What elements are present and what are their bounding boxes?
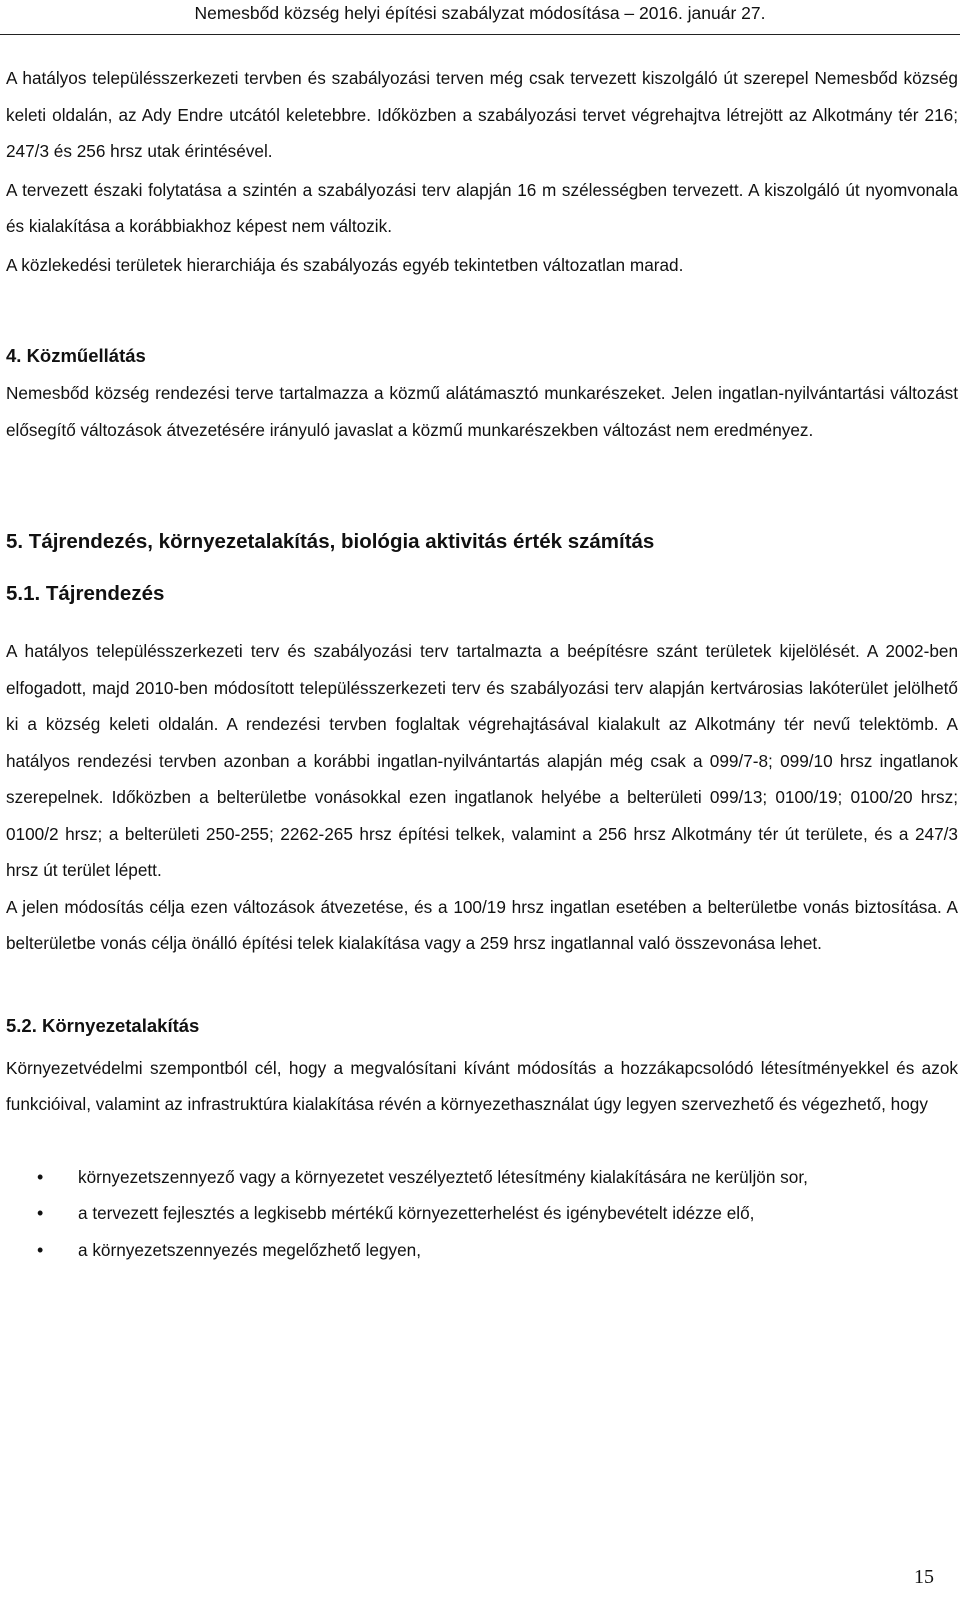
paragraph: A hatályos településszerkezeti tervben és szabályozási terven még csak tervezett kiszolgáló út szerepel Nemesbőd község keleti oldalán, az Ady Endre utcától keletebbre. Időközben a szabályozási tervet végrehajtva létrejött az Alkotmány tér 216; 247/3 és 256 hrsz utak érintésével. <box>6 68 958 161</box>
page-header <box>0 0 960 35</box>
paragraph: A közlekedési területek hierarchiája és szabályozás egyéb tekintetben változatlan marad. <box>6 254 684 275</box>
bullet-icon: • <box>37 1239 44 1260</box>
paragraph: A jelen módosítás célja ezen változások átvezetése, és a 100/19 hrsz ingatlan esetében a belterületbe vonás biztosítása. A belterületbe vonás célja önálló építési telek kialakítása vagy a 259 hrsz ingatlannal való összevonása lehet. <box>6 896 958 953</box>
list-item-text: a tervezett fejlesztés a legkisebb mértékű környezetterhelést és igénybevételt idézze elő, <box>78 1203 755 1223</box>
header-title: Nemesbőd község helyi építési szabályzat módosítása – 2016. január 27. <box>194 3 766 23</box>
list-item <box>6 1232 958 1269</box>
paragraph: A tervezett északi folytatása a szintén a szabályozási terv alapján 16 m szélességben tervezett. A kiszolgáló út nyomvonala és kialakítása a korábbiakhoz képest nem változik. <box>6 179 958 236</box>
paragraph: Környezetvédelmi szempontból cél, hogy a megvalósítani kívánt módosítás a hozzákapcsolódó létesítményekkel és azok funkcióival, valamint az infrastruktúra kialakítása révén a környezethasználat úgy legyen szervezhető és végezhető, hogy <box>6 1057 958 1114</box>
list-item-text: környezetszennyező vagy a környezetet veszélyeztető létesítmény kialakítására ne kerüljön sor, <box>78 1166 808 1187</box>
paragraph: A hatályos településszerkezeti terv és szabályozási terv tartalmazta a beépítésre szánt területek kijelölését. A 2002-ben elfogadott, majd 2010-ben módosított településszerkezeti terv és szabályozási terv alapján kertvárosias lakóterület jelölhető ki a község keleti oldalán. A rendezési tervben foglaltak végrehajtásával kialakult az Alkotmány tér nevű telektömb. A hatályos rendezési tervben azonban a korábbi ingatlan-nyilvántartás alapján még csak a 099/7-8; 099/10 hrsz ingatlanok szerepelnek. Időközben a belterületbe vonásokkal ezen ingatlanok helyébe a belterületi 099/13; 0100/19; 0100/20 hrsz; 0100/2 hrsz; a belterületi 250-255; 2262-265 hrsz építési telkek, valamint a 256 hrsz Alkotmány tér út területe, és a 247/3 hrsz út terület lépett. <box>6 641 958 880</box>
document-body <box>6 60 958 1268</box>
bullet-icon: • <box>37 1166 44 1187</box>
page-number: 15 <box>914 1566 934 1588</box>
list-item-text: a környezetszennyezés megelőzhető legyen, <box>78 1239 422 1260</box>
bullet-list <box>6 1159 958 1269</box>
section-heading-4: 4. Közműellátás <box>6 345 146 366</box>
section-heading-5: 5. Tájrendezés, környezetalakítás, biológia aktivitás érték számítás <box>6 530 655 553</box>
bullet-icon: • <box>37 1203 44 1223</box>
subsection-heading-5-1: 5.1. Tájrendezés <box>6 582 165 605</box>
list-item <box>6 1195 958 1232</box>
list-item <box>6 1159 958 1196</box>
paragraph: Nemesbőd község rendezési terve tartalmazza a közmű alátámasztó munkarészeket. Jelen ingatlan-nyilvántartási változást elősegítő változások átvezetésére irányuló javaslat a közmű munkarészekben változást nem eredményez. <box>6 383 958 440</box>
subsection-heading-5-2: 5.2. Környezetalakítás <box>6 1014 200 1036</box>
